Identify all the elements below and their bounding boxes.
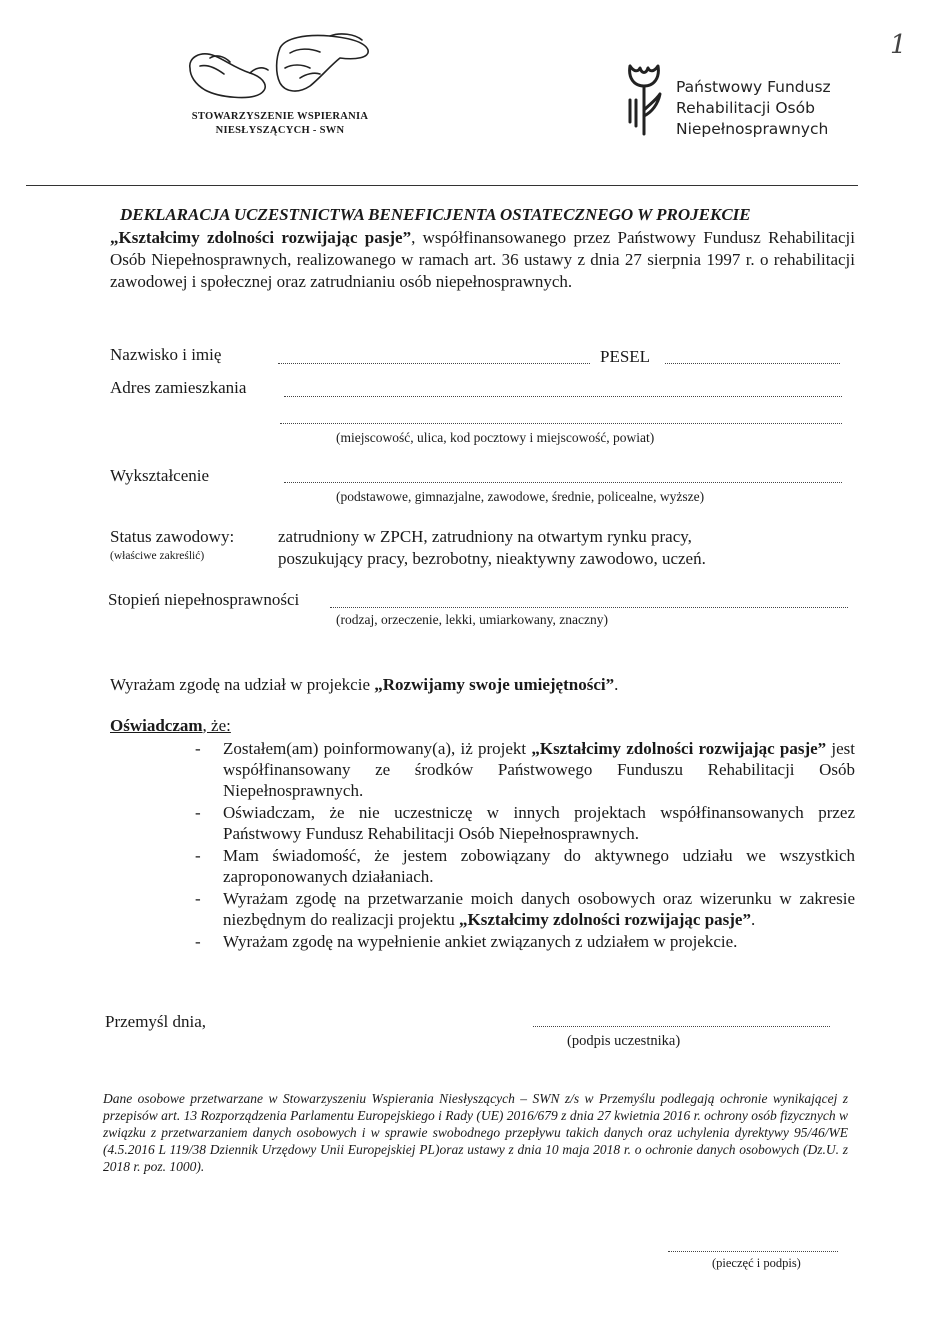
declaration-item-text: jest współfinansowany ze środków Państwowego Funduszu Rehabilitacji Osób Niepełnosprawnych.: [223, 739, 855, 800]
consent-project-name: „Rozwijamy swoje umiejętności”: [374, 675, 615, 694]
consent-end: .: [614, 675, 619, 694]
disability-label: Stopień niepełnosprawności: [108, 590, 300, 609]
intro-paragraph: [110, 227, 855, 293]
education-field[interactable]: [284, 481, 842, 483]
declaration-item-text: Zostałem(am) poinformowany(a), iż projekt: [223, 739, 532, 758]
org-right-line1: Państwowy Fundusz: [676, 78, 831, 96]
pfron-tulip-logo-icon: [622, 60, 668, 140]
org-right-name: [676, 77, 831, 140]
declaration-heading: [110, 716, 231, 736]
declaration-item: [190, 845, 855, 887]
declaration-item: [190, 888, 855, 930]
status-hint: (właściwe zakreślić): [110, 550, 205, 562]
name-label: Nazwisko i imię: [110, 345, 222, 364]
signature-field[interactable]: [533, 1025, 830, 1027]
consent-text: Wyrażam zgodę na udział w projekcie: [110, 675, 375, 694]
address-field-line1[interactable]: [284, 395, 842, 397]
org-right-line2: Rehabilitacji Osób: [676, 99, 815, 117]
place-date-label: Przemyśl dnia,: [105, 1012, 207, 1031]
hands-logo-icon: [180, 28, 380, 108]
status-label: Status zawodowy:: [110, 527, 235, 546]
pesel-label: PESEL: [600, 347, 651, 366]
pesel-field[interactable]: [665, 362, 840, 364]
disability-hint: (rodzaj, orzeczenie, lekki, umiarkowany, znaczny): [336, 612, 608, 627]
declaration-list: [190, 738, 855, 953]
address-hint: (miejscowość, ulica, kod pocztowy i miejscowość, powiat): [336, 430, 655, 445]
org-left-line2: NIESŁYSZĄCYCH - SWN: [215, 125, 345, 136]
intro-project-name: „Kształcimy zdolności rozwijając pasje”: [110, 228, 412, 247]
signature-hint: (podpis uczestnika): [567, 1033, 681, 1049]
declaration-item-project: „Kształcimy zdolności rozwijając pasje”: [459, 910, 751, 929]
name-field[interactable]: [278, 362, 590, 364]
intro-rest: , współfinansowanego przez Państwowy Fundusz Rehabilitacji Osób Niepełnosprawnych, realizowanego w ramach art. 36 ustawy z dnia 27 sierpnia 1997 r. o rehabilitacji zawodowej i społecznej oraz zatrudnianiu osób niepełnosprawnych.: [110, 228, 855, 291]
declaration-heading-rest: , że:: [202, 716, 231, 735]
stamp-hint: (pieczęć i podpis): [712, 1256, 801, 1270]
header-divider: [26, 185, 858, 186]
page-number: 1: [890, 30, 907, 60]
education-label: Wykształcenie: [110, 466, 210, 485]
declaration-item-text: Oświadczam, że nie uczestniczę w innych projektach współfinansowanych przez Państwowy Fundusz Rehabilitacji Osób Niepełnosprawnych.: [223, 803, 855, 843]
declaration-item-text: .: [750, 910, 756, 929]
declaration-heading-word: Oświadczam: [110, 716, 203, 735]
stamp-field[interactable]: [668, 1250, 838, 1252]
declaration-item: [190, 738, 855, 801]
document-title: DEKLARACJA UCZESTNICTWA BENEFICJENTA OSTATECZNEGO W PROJEKCIE: [120, 205, 751, 224]
org-right-line3: Niepełnosprawnych: [676, 120, 829, 138]
status-options-line2[interactable]: poszukujący pracy, bezrobotny, nieaktywny zawodowo, uczeń.: [278, 549, 706, 568]
declaration-item: [190, 931, 855, 952]
status-options: [278, 526, 706, 570]
status-options-line1[interactable]: zatrudniony w ZPCH, zatrudniony na otwartym rynku pracy,: [278, 527, 692, 546]
declaration-item-text: Wyrażam zgodę na przetwarzanie moich danych osobowych oraz wizerunku w zakresie niezbędnym do realizacji projektu: [223, 889, 855, 929]
org-left-line1: STOWARZYSZENIE WSPIERANIA: [191, 111, 369, 122]
education-hint: (podstawowe, gimnazjalne, zawodowe, średnie, policealne, wyższe): [336, 489, 705, 504]
disability-field[interactable]: [330, 606, 848, 608]
org-left-name: [150, 110, 410, 138]
gdpr-footer: Dane osobowe przetwarzane w Stowarzyszeniu Wspierania Niesłyszących – SWN z/s w Przemyślu podlegają ochronie wynikającej z przepisów art. 13 Rozporządzenia Parlamentu Europejskiego i Rady (UE) 2016/679 z dnia 27 kwietnia 2016 r. ochrony osób fizycznych w związku z przetwarzaniem danych osobowych i w sprawie swobodnego przepływu takich danych oraz uchylenia dyrektywy 95/46/WE (4.5.2016 L 119/38 Dziennik Urzędowy Unii Europejskiej PL)oraz ustawy z dnia 10 maja 2018 r. o ochronie danych osobowych (Dz.U. z 2018 r. poz. 1000).: [103, 1091, 848, 1174]
declaration-item-project: „Kształcimy zdolności rozwijając pasje”: [531, 739, 827, 758]
declaration-item: [190, 802, 855, 844]
consent-statement: [110, 675, 618, 695]
declaration-item-text: Mam świadomość, że jestem zobowiązany do aktywnego udziału we wszystkich zaproponowanych działaniach.: [223, 846, 855, 886]
declaration-item-text: Wyrażam zgodę na wypełnienie ankiet związanych z udziałem w projekcie.: [223, 932, 738, 951]
address-field-line2[interactable]: [280, 422, 842, 424]
address-label: Adres zamieszkania: [110, 378, 247, 397]
